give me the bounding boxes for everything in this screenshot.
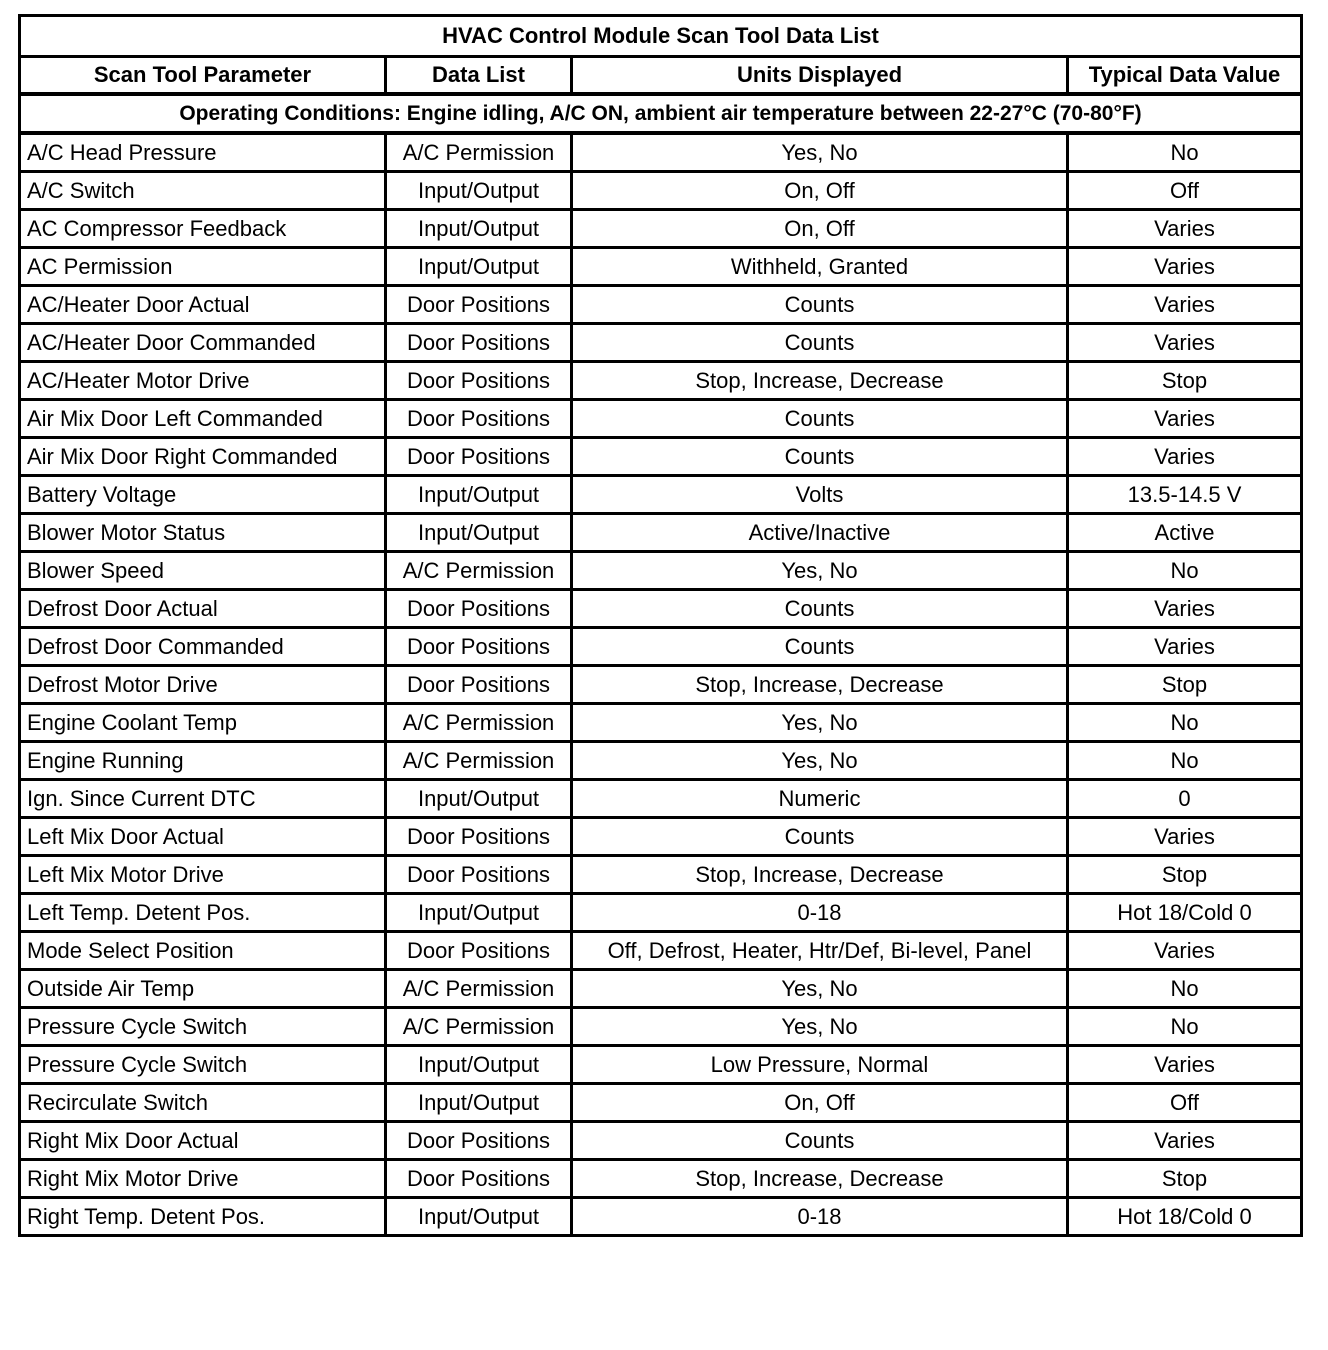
cell-typical-value: 0	[1068, 780, 1302, 818]
cell-typical-value: No	[1068, 742, 1302, 780]
cell-typical-value: No	[1068, 704, 1302, 742]
cell-parameter: A/C Head Pressure	[20, 133, 386, 172]
cell-typical-value: Varies	[1068, 628, 1302, 666]
cell-data-list: Door Positions	[386, 818, 572, 856]
cell-parameter: Defrost Door Commanded	[20, 628, 386, 666]
table-row	[20, 1084, 1302, 1122]
hvac-scan-tool-data-table	[18, 14, 1303, 1237]
cell-units: Stop, Increase, Decrease	[572, 362, 1068, 400]
cell-parameter: AC Compressor Feedback	[20, 210, 386, 248]
cell-typical-value: No	[1068, 552, 1302, 590]
cell-parameter: Pressure Cycle Switch	[20, 1008, 386, 1046]
cell-units: Withheld, Granted	[572, 248, 1068, 286]
cell-units: Yes, No	[572, 970, 1068, 1008]
cell-typical-value: Stop	[1068, 666, 1302, 704]
cell-parameter: AC/Heater Door Actual	[20, 286, 386, 324]
cell-data-list: Input/Output	[386, 172, 572, 210]
cell-data-list: Door Positions	[386, 438, 572, 476]
cell-units: Counts	[572, 400, 1068, 438]
cell-parameter: Blower Speed	[20, 552, 386, 590]
cell-parameter: Air Mix Door Right Commanded	[20, 438, 386, 476]
cell-data-list: A/C Permission	[386, 742, 572, 780]
cell-units: Yes, No	[572, 1008, 1068, 1046]
cell-units: Active/Inactive	[572, 514, 1068, 552]
table-row	[20, 362, 1302, 400]
cell-units: Stop, Increase, Decrease	[572, 1160, 1068, 1198]
cell-units: 0-18	[572, 1198, 1068, 1236]
table-row	[20, 970, 1302, 1008]
cell-data-list: Door Positions	[386, 400, 572, 438]
cell-typical-value: No	[1068, 1008, 1302, 1046]
cell-units: Low Pressure, Normal	[572, 1046, 1068, 1084]
operating-conditions-row	[20, 94, 1302, 133]
cell-data-list: Input/Output	[386, 248, 572, 286]
cell-parameter: Outside Air Temp	[20, 970, 386, 1008]
table-row	[20, 590, 1302, 628]
cell-typical-value: Varies	[1068, 286, 1302, 324]
cell-units: Stop, Increase, Decrease	[572, 856, 1068, 894]
cell-data-list: Door Positions	[386, 932, 572, 970]
cell-data-list: Door Positions	[386, 324, 572, 362]
table-row	[20, 324, 1302, 362]
table-row	[20, 780, 1302, 818]
cell-units: Stop, Increase, Decrease	[572, 666, 1068, 704]
table-row	[20, 476, 1302, 514]
cell-parameter: Recirculate Switch	[20, 1084, 386, 1122]
cell-data-list: A/C Permission	[386, 133, 572, 172]
cell-units: Counts	[572, 628, 1068, 666]
cell-parameter: Blower Motor Status	[20, 514, 386, 552]
table-row	[20, 856, 1302, 894]
cell-units: Yes, No	[572, 133, 1068, 172]
cell-parameter: Battery Voltage	[20, 476, 386, 514]
cell-data-list: A/C Permission	[386, 1008, 572, 1046]
cell-units: On, Off	[572, 172, 1068, 210]
cell-units: Counts	[572, 818, 1068, 856]
table-row	[20, 438, 1302, 476]
cell-units: Off, Defrost, Heater, Htr/Def, Bi-level, Panel	[572, 932, 1068, 970]
cell-parameter: Right Mix Motor Drive	[20, 1160, 386, 1198]
cell-units: Yes, No	[572, 742, 1068, 780]
column-header-parameter: Scan Tool Parameter	[20, 57, 386, 95]
cell-typical-value: No	[1068, 970, 1302, 1008]
table-row	[20, 894, 1302, 932]
cell-data-list: Door Positions	[386, 1122, 572, 1160]
cell-units: Counts	[572, 324, 1068, 362]
cell-data-list: A/C Permission	[386, 704, 572, 742]
cell-typical-value: Hot 18/Cold 0	[1068, 1198, 1302, 1236]
table-row	[20, 248, 1302, 286]
cell-parameter: Defrost Motor Drive	[20, 666, 386, 704]
column-header-typical-value: Typical Data Value	[1068, 57, 1302, 95]
table-row	[20, 1008, 1302, 1046]
cell-typical-value: 13.5-14.5 V	[1068, 476, 1302, 514]
cell-typical-value: Varies	[1068, 1122, 1302, 1160]
cell-data-list: Door Positions	[386, 590, 572, 628]
table-row	[20, 172, 1302, 210]
cell-typical-value: Varies	[1068, 400, 1302, 438]
cell-parameter: Engine Coolant Temp	[20, 704, 386, 742]
table-body	[20, 133, 1302, 1236]
table-row	[20, 666, 1302, 704]
table-title-row	[20, 16, 1302, 57]
cell-parameter: A/C Switch	[20, 172, 386, 210]
cell-typical-value: Off	[1068, 1084, 1302, 1122]
cell-data-list: Input/Output	[386, 476, 572, 514]
cell-units: Yes, No	[572, 704, 1068, 742]
table-row	[20, 1198, 1302, 1236]
cell-parameter: AC Permission	[20, 248, 386, 286]
table-row	[20, 133, 1302, 172]
cell-parameter: Left Mix Motor Drive	[20, 856, 386, 894]
cell-typical-value: Active	[1068, 514, 1302, 552]
table-row	[20, 400, 1302, 438]
cell-data-list: Input/Output	[386, 514, 572, 552]
cell-data-list: Door Positions	[386, 362, 572, 400]
cell-data-list: A/C Permission	[386, 970, 572, 1008]
table-row	[20, 210, 1302, 248]
cell-data-list: Input/Output	[386, 1084, 572, 1122]
cell-data-list: Input/Output	[386, 1046, 572, 1084]
operating-conditions: Operating Conditions: Engine idling, A/C ON, ambient air temperature between 22-27°C (70-80°F)	[20, 94, 1302, 133]
cell-data-list: Door Positions	[386, 856, 572, 894]
table-row	[20, 286, 1302, 324]
cell-parameter: Right Temp. Detent Pos.	[20, 1198, 386, 1236]
cell-data-list: A/C Permission	[386, 552, 572, 590]
table-row	[20, 628, 1302, 666]
cell-typical-value: Stop	[1068, 856, 1302, 894]
column-header-row	[20, 57, 1302, 95]
cell-parameter: Mode Select Position	[20, 932, 386, 970]
cell-units: Counts	[572, 286, 1068, 324]
cell-units: 0-18	[572, 894, 1068, 932]
table-row	[20, 1046, 1302, 1084]
table-row	[20, 1122, 1302, 1160]
cell-parameter: AC/Heater Motor Drive	[20, 362, 386, 400]
document-sheet	[18, 14, 1300, 1237]
cell-typical-value: Varies	[1068, 590, 1302, 628]
cell-typical-value: No	[1068, 133, 1302, 172]
cell-units: Volts	[572, 476, 1068, 514]
cell-parameter: Right Mix Door Actual	[20, 1122, 386, 1160]
cell-data-list: Door Positions	[386, 286, 572, 324]
cell-typical-value: Off	[1068, 172, 1302, 210]
table-row	[20, 1160, 1302, 1198]
cell-data-list: Door Positions	[386, 666, 572, 704]
cell-typical-value: Stop	[1068, 1160, 1302, 1198]
cell-parameter: Ign. Since Current DTC	[20, 780, 386, 818]
cell-typical-value: Varies	[1068, 818, 1302, 856]
cell-units: Counts	[572, 590, 1068, 628]
cell-units: Counts	[572, 438, 1068, 476]
table-row	[20, 704, 1302, 742]
cell-typical-value: Varies	[1068, 932, 1302, 970]
table-row	[20, 552, 1302, 590]
column-header-data-list: Data List	[386, 57, 572, 95]
cell-data-list: Input/Output	[386, 1198, 572, 1236]
cell-data-list: Input/Output	[386, 210, 572, 248]
cell-units: Numeric	[572, 780, 1068, 818]
cell-typical-value: Varies	[1068, 248, 1302, 286]
cell-typical-value: Varies	[1068, 324, 1302, 362]
cell-parameter: Engine Running	[20, 742, 386, 780]
table-row	[20, 742, 1302, 780]
table-row	[20, 818, 1302, 856]
cell-parameter: Air Mix Door Left Commanded	[20, 400, 386, 438]
cell-data-list: Door Positions	[386, 1160, 572, 1198]
cell-data-list: Input/Output	[386, 894, 572, 932]
table-row	[20, 932, 1302, 970]
table-title: HVAC Control Module Scan Tool Data List	[20, 16, 1302, 57]
cell-parameter: Left Temp. Detent Pos.	[20, 894, 386, 932]
cell-data-list: Input/Output	[386, 780, 572, 818]
cell-data-list: Door Positions	[386, 628, 572, 666]
column-header-units: Units Displayed	[572, 57, 1068, 95]
cell-parameter: Defrost Door Actual	[20, 590, 386, 628]
cell-parameter: Left Mix Door Actual	[20, 818, 386, 856]
cell-parameter: AC/Heater Door Commanded	[20, 324, 386, 362]
cell-typical-value: Hot 18/Cold 0	[1068, 894, 1302, 932]
cell-parameter: Pressure Cycle Switch	[20, 1046, 386, 1084]
cell-typical-value: Varies	[1068, 210, 1302, 248]
cell-units: Counts	[572, 1122, 1068, 1160]
cell-units: Yes, No	[572, 552, 1068, 590]
cell-units: On, Off	[572, 1084, 1068, 1122]
cell-units: On, Off	[572, 210, 1068, 248]
cell-typical-value: Varies	[1068, 1046, 1302, 1084]
cell-typical-value: Varies	[1068, 438, 1302, 476]
table-row	[20, 514, 1302, 552]
cell-typical-value: Stop	[1068, 362, 1302, 400]
